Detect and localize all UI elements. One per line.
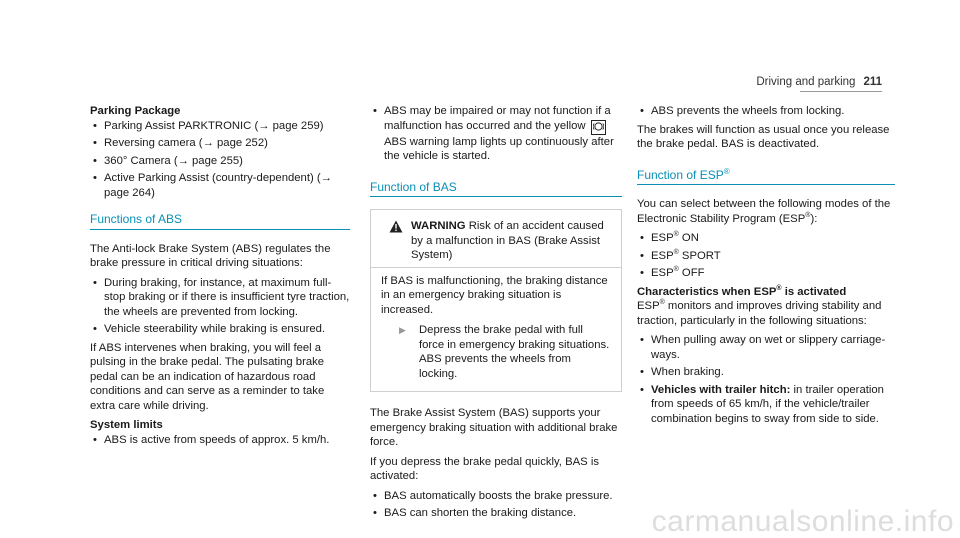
- parking-package-title: Parking Package: [90, 105, 181, 117]
- bas-paragraph-1: The Brake Assist System (BAS) supports your emergency braking situation with additional brake force.: [370, 407, 618, 448]
- impair-text-post: ABS warning lamp lights up continuously after the vehicle is started.: [384, 135, 614, 162]
- warning-header: [381, 219, 611, 263]
- system-limits-list: [90, 433, 350, 448]
- page-header: [756, 75, 882, 90]
- esp-section-heading: Function of ESP®: [637, 168, 895, 186]
- esp-intro: You can select between the following modes of the Electronic Stability Program (ESP®):: [637, 198, 891, 225]
- list-item: • When pulling away on wet or slippery carriage-ways.: [637, 333, 895, 362]
- list-item: • 360° Camera (→ page 255): [90, 154, 350, 169]
- list-item: • ABS is active from speeds of approx. 5 km/h.: [90, 433, 350, 448]
- bas-section-heading: Function of BAS: [370, 180, 622, 198]
- list-item: • When braking.: [637, 365, 895, 380]
- list-item: • Active Parking Assist (country-dependent) (→ page 264): [90, 171, 350, 200]
- list-item: • ESP® OFF: [637, 266, 895, 281]
- header-rule: [800, 91, 882, 92]
- abs-list: [90, 276, 350, 337]
- section-title: Driving and parking: [756, 76, 856, 88]
- list-item: • Vehicle steerability while braking is ensured.: [90, 322, 350, 337]
- abs-paragraph: If ABS intervenes when braking, you will feel a pulsing in the brake pedal. The pulsating brake pedal can be an indication of hazardous road conditions and can serve as a reminder to take extra care while driving.: [90, 341, 325, 412]
- list-item: • ESP® ON: [637, 231, 895, 246]
- abs-section-heading: Functions of ABS: [90, 212, 350, 230]
- page-number: 211: [863, 76, 882, 88]
- brakes-paragraph: The brakes will function as usual once you release the brake pedal. BAS is deactivated.: [637, 123, 890, 150]
- characteristics-list: [637, 333, 895, 426]
- abs-intro: The Anti-lock Brake System (ABS) regulates the brake pressure in critical driving situations:: [90, 242, 331, 269]
- list-item: • Vehicles with trailer hitch: in trailer operation from speeds of 65 km/h, if the vehicle/trailer combination begins to sway from side to side.: [637, 383, 895, 427]
- list-item: [370, 104, 622, 164]
- warning-triangle-icon: [389, 220, 405, 263]
- system-limits-title: System limits: [90, 419, 163, 431]
- warning-risk-text: Risk of an accident caused by a malfunction in BAS (Brake Assist System): [411, 220, 604, 261]
- column-3: [637, 104, 895, 430]
- watermark: carmanualsonline.info: [651, 504, 954, 538]
- column-2: [370, 104, 622, 525]
- characteristics-intro: ESP® monitors and improves driving stability and traction, particularly in the following situations:: [637, 299, 882, 327]
- abs-warning-lamp-icon: [591, 120, 606, 135]
- list-item: • BAS automatically boosts the brake pressure.: [370, 489, 622, 504]
- warning-description: If BAS is malfunctioning, the braking distance in an emergency braking situation is increased.: [381, 274, 608, 316]
- list-item: • Parking Assist PARKTRONIC (→ page 259): [90, 119, 350, 134]
- characteristics-title: Characteristics when ESP® is activated: [637, 284, 847, 298]
- warning-label: WARNING: [411, 220, 466, 232]
- action-arrow-icon: ▶: [399, 325, 406, 335]
- impair-text-pre: ABS may be impaired or may not function if a malfunction has occurred and the yellow: [384, 105, 611, 132]
- bas-paragraph-2: If you depress the brake pedal quickly, BAS is activated:: [370, 455, 599, 482]
- list-item: • ABS prevents the wheels from locking.: [637, 104, 895, 119]
- esp-modes-list: [637, 231, 895, 281]
- warning-divider: [371, 267, 621, 268]
- list-item: • During braking, for instance, at maximum full-stop braking or if there is insufficient tyre traction, the wheels are prevented from locking.: [90, 276, 350, 320]
- warning-box: [370, 209, 622, 392]
- list-item: • Reversing camera (→ page 252): [90, 136, 350, 151]
- warning-action: [381, 323, 611, 381]
- list-item: • ESP® SPORT: [637, 249, 895, 264]
- bas-list: [370, 489, 622, 521]
- column-1: [90, 104, 350, 451]
- warning-action-text: Depress the brake pedal with full force in emergency braking situations. ABS prevents the wheels from locking.: [419, 324, 610, 380]
- parking-package-list: [90, 119, 350, 201]
- abs-prevents-list: [637, 104, 895, 119]
- abs-impair-list: [370, 104, 622, 164]
- list-item: • BAS can shorten the braking distance.: [370, 506, 622, 521]
